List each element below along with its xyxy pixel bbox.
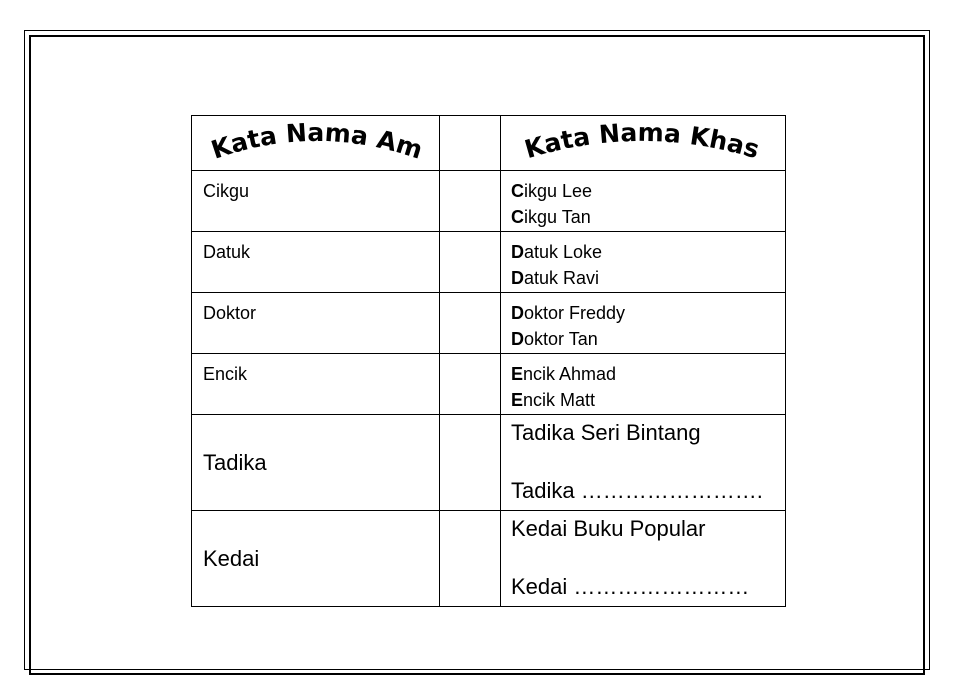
- header-row: [192, 116, 786, 171]
- middle-cell: [440, 511, 501, 607]
- proper-noun-cell: Doktor Freddy Doktor Tan: [501, 293, 786, 354]
- table-row: [192, 511, 786, 607]
- header-common-noun-text: Kata Nama Am: [207, 117, 427, 165]
- fill-in-blank: Tadika …………………….: [511, 478, 763, 503]
- proper-noun-cell: Datuk Loke Datuk Ravi: [501, 232, 786, 293]
- common-noun-cell: Tadika: [192, 415, 440, 511]
- header-proper-noun: [501, 116, 786, 171]
- common-noun-cell: Datuk: [192, 232, 440, 293]
- table-row: [192, 293, 786, 354]
- middle-cell: [440, 354, 501, 415]
- header-proper-noun-text: Kata Nama Khas: [521, 117, 763, 165]
- common-noun-cell: Cikgu: [192, 171, 440, 232]
- middle-cell: [440, 293, 501, 354]
- proper-noun-cell: Kedai Buku Popular Kedai ……………………: [501, 511, 786, 607]
- table-row: [192, 415, 786, 511]
- header-middle: [440, 116, 501, 171]
- header-common-noun: [192, 116, 440, 171]
- table-row: [192, 232, 786, 293]
- proper-noun-cell: Cikgu Lee Cikgu Tan: [501, 171, 786, 232]
- table-row: [192, 171, 786, 232]
- fill-in-blank: Kedai ……………………: [511, 574, 750, 599]
- table-row: [192, 354, 786, 415]
- common-noun-cell: Doktor: [192, 293, 440, 354]
- middle-cell: [440, 415, 501, 511]
- common-noun-cell: Kedai: [192, 511, 440, 607]
- proper-noun-cell: Encik Ahmad Encik Matt: [501, 354, 786, 415]
- middle-cell: [440, 232, 501, 293]
- noun-table: [191, 115, 786, 607]
- proper-noun-cell: Tadika Seri Bintang Tadika …………………….: [501, 415, 786, 511]
- middle-cell: [440, 171, 501, 232]
- common-noun-cell: Encik: [192, 354, 440, 415]
